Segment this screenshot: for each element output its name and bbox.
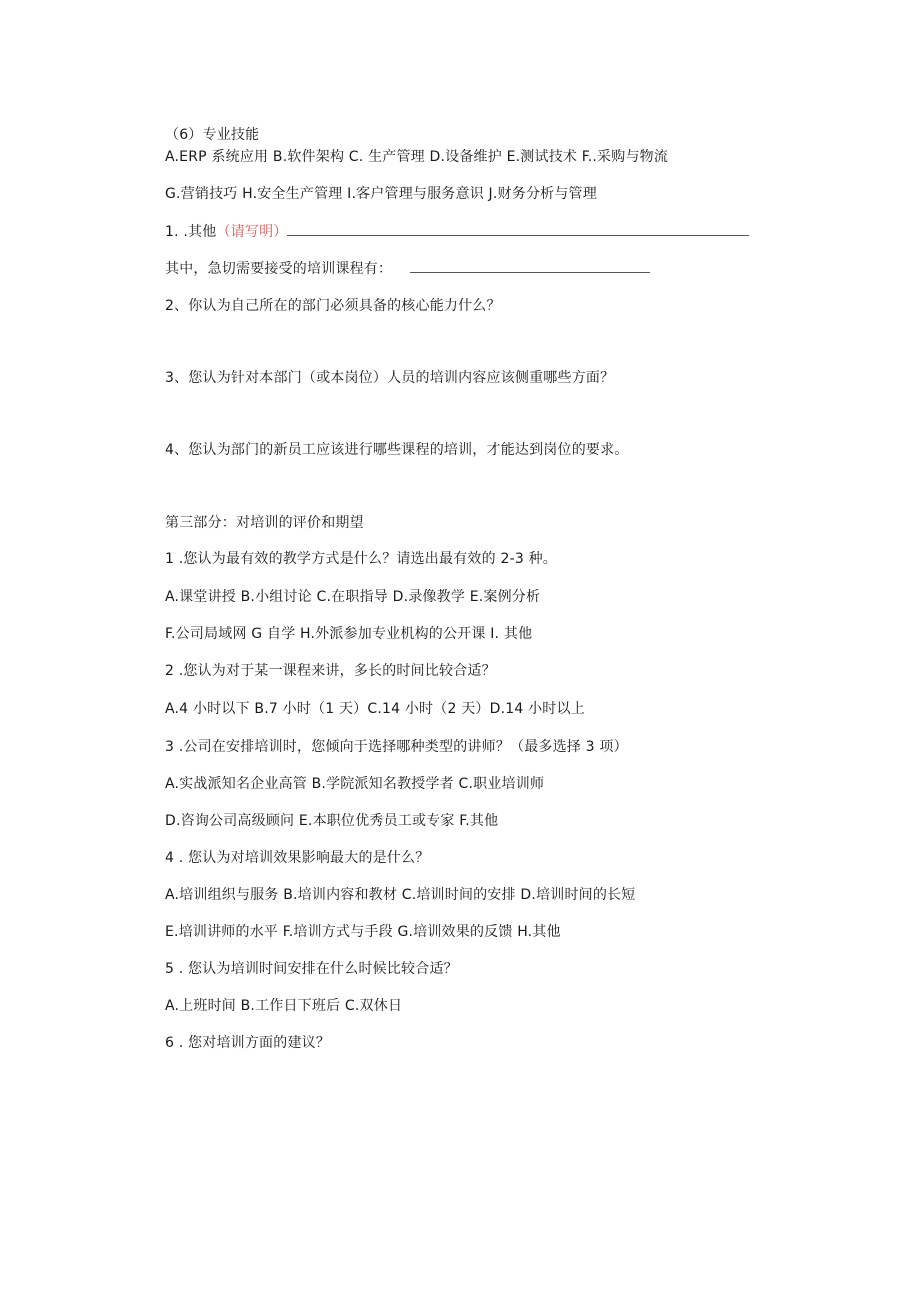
question-3: 3、您认为针对本部门（或本岗位）人员的培训内容应该侧重哪些方面？ (165, 370, 615, 386)
urgent-line (165, 258, 650, 279)
other-line (165, 221, 749, 242)
part3-q1-options-1: A.课堂讲授 B.小组讨论 C.在职指导 D.录像教学 E.案例分析 (165, 589, 541, 605)
options-line-1: A.ERP 系统应用 B.软件架构 C. 生产管理 D.设备维护 E.测试技术 F..采购与物流 (165, 149, 669, 165)
part3-q1: 1 .您认为最有效的教学方式是什么？请选出最有效的 2-3 种。 (165, 551, 557, 567)
question-4: 4、您认为部门的新员工应该进行哪些课程的培训，才能达到岗位的要求。 (165, 442, 629, 458)
other-prefix: 1. .其他 (165, 224, 217, 240)
other-blank[interactable] (287, 221, 749, 236)
urgent-label: 其中，急切需要接受的培训课程有： (165, 261, 393, 277)
part3-q4-options-1: A.培训组织与服务 B.培训内容和教材 C.培训时间的安排 D.培训时间的长短 (165, 887, 636, 903)
part3-q4: 4 . 您认为对培训效果影响最大的是什么？ (165, 850, 430, 866)
options-line-2: G.营销技巧 H.安全生产管理 I.客户管理与服务意识 J.财务分析与管理 (165, 186, 597, 202)
part3-q3: 3 .公司在安排培训时，您倾向于选择哪种类型的讲师？（最多选择 3 项） (165, 739, 628, 755)
part3-q4-options-2: E.培训讲师的水平 F.培训方式与手段 G.培训效果的反馈 H.其他 (165, 924, 561, 940)
part3-title: 第三部分：对培训的评价和期望 (165, 515, 364, 531)
part3-q5: 5 . 您认为培训时间安排在什么时候比较合适？ (165, 961, 458, 977)
part3-q3-options-2: D.咨询公司高级顾问 E.本职位优秀员工或专家 F.其他 (165, 813, 499, 829)
question-2: 2、你认为自己所在的部门必须具备的核心能力什么？ (165, 298, 501, 314)
section-heading: （6）专业技能 (165, 127, 260, 143)
part3-q5-options: A.上班时间 B.工作日下班后 C.双休日 (165, 998, 403, 1014)
part3-q3-options-1: A.实战派知名企业高管 B.学院派知名教授学者 C.职业培训师 (165, 776, 545, 792)
part3-q1-options-2: F.公司局域网 G 自学 H.外派参加专业机构的公开课 I. 其他 (165, 626, 533, 642)
urgent-blank[interactable] (410, 258, 650, 273)
part3-q2-options: A.4 小时以下 B.7 小时（1 天）C.14 小时（2 天）D.14 小时以上 (165, 701, 585, 717)
other-hint: （请写明） (216, 224, 288, 240)
part3-q6: 6 . 您对培训方面的建议？ (165, 1035, 331, 1051)
part3-q2: 2 .您认为对于某一课程来讲，多长的时间比较合适？ (165, 663, 496, 679)
